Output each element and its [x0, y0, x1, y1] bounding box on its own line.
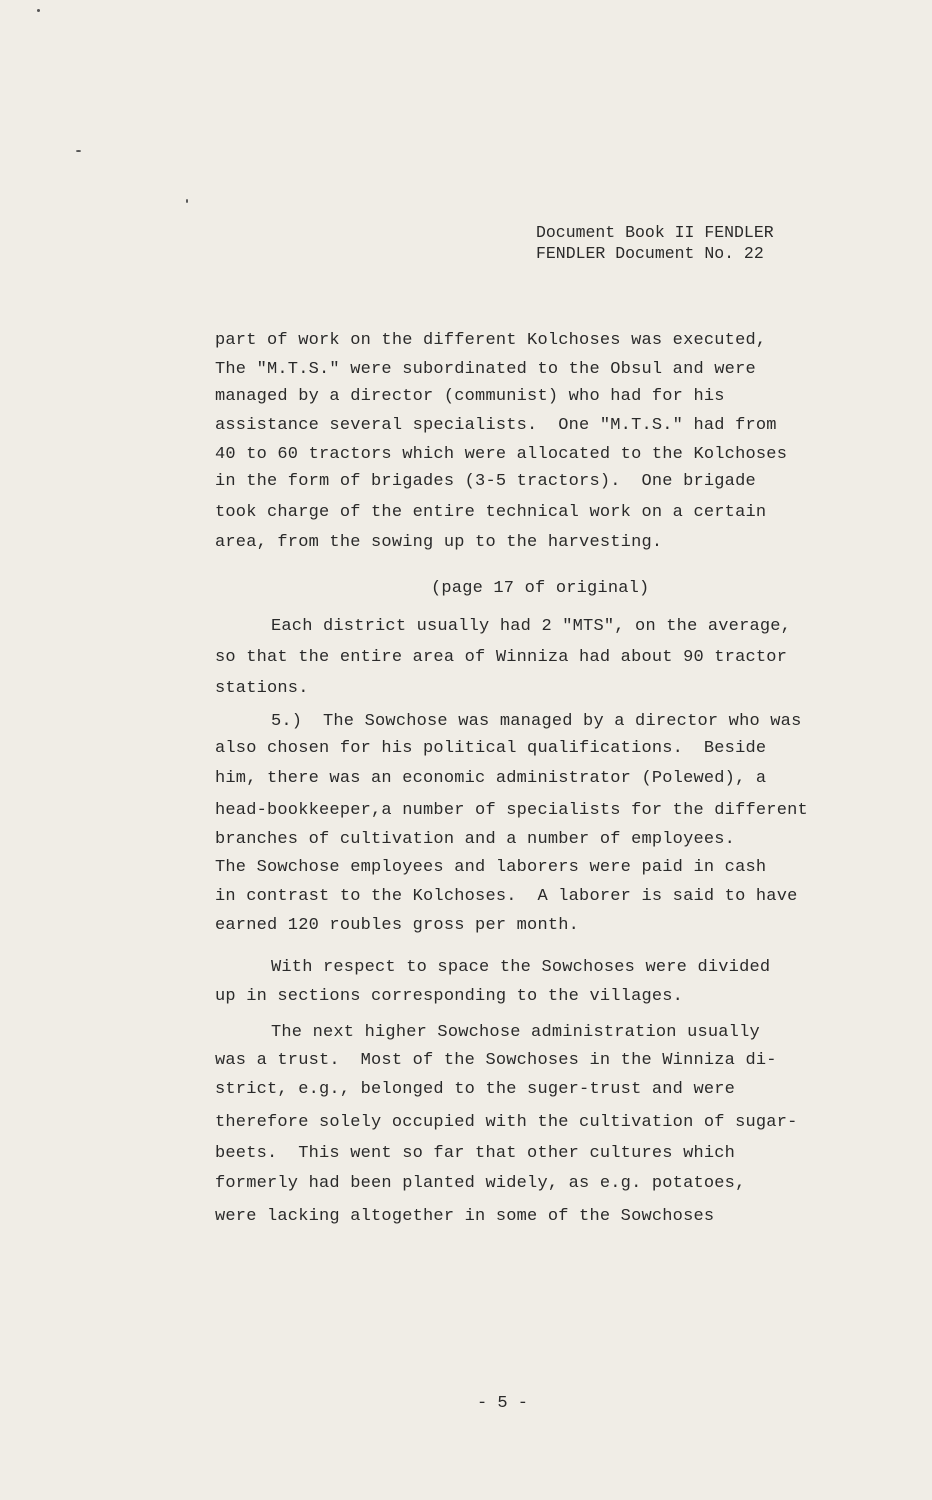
body-line: strict, e.g., belonged to the suger-trust and were	[215, 1080, 736, 1099]
body-line: Each district usually had 2 "MTS", on the average,	[271, 617, 792, 636]
body-line: assistance several specialists. One "M.T.S." had from	[215, 416, 777, 435]
body-line: beets. This went so far that other cultures which	[215, 1144, 736, 1163]
body-line: The "M.T.S." were subordinated to the Obsul and were	[215, 360, 756, 379]
body-line: so that the entire area of Winniza had about 90 tractor	[215, 648, 788, 667]
body-line: was a trust. Most of the Sowchoses in the Winniza di-	[215, 1051, 777, 1070]
body-line: also chosen for his political qualifications. Beside	[215, 739, 767, 758]
body-line: formerly had been planted widely, as e.g. potatoes,	[215, 1174, 746, 1193]
body-line: in the form of brigades (3-5 tractors). One brigade	[215, 472, 756, 491]
body-line: up in sections corresponding to the villages.	[215, 987, 684, 1006]
page-number: - 5 -	[477, 1394, 529, 1413]
body-line: 5.) The Sowchose was managed by a director who was	[271, 712, 802, 731]
document-header	[536, 222, 774, 264]
paper-speck	[186, 199, 188, 203]
body-line: stations.	[215, 679, 309, 698]
body-line: earned 120 roubles gross per month.	[215, 916, 580, 935]
body-line: him, there was an economic administrator (Polewed), a	[215, 769, 767, 788]
body-line: With respect to space the Sowchoses were divided	[271, 958, 771, 977]
body-line: took charge of the entire technical work on a certain	[215, 503, 767, 522]
body-line: area, from the sowing up to the harvesting.	[215, 533, 663, 552]
page-reference: (page 17 of original)	[431, 579, 650, 598]
body-line: 40 to 60 tractors which were allocated to the Kolchoses	[215, 445, 788, 464]
header-line-1: Document Book II FENDLER	[536, 223, 774, 242]
body-line: were lacking altogether in some of the Sowchoses	[215, 1207, 715, 1226]
body-line: head-bookkeeper,a number of specialists for the different	[215, 801, 808, 820]
body-line: The next higher Sowchose administration usually	[271, 1023, 760, 1042]
body-line: branches of cultivation and a number of employees.	[215, 830, 736, 849]
body-line: The Sowchose employees and laborers were paid in cash	[215, 858, 767, 877]
body-line: managed by a director (communist) who had for his	[215, 387, 725, 406]
body-line: part of work on the different Kolchoses was executed,	[215, 331, 767, 350]
paper-speck	[76, 150, 81, 152]
body-line: in contrast to the Kolchoses. A laborer is said to have	[215, 887, 798, 906]
body-line: therefore solely occupied with the cultivation of sugar-	[215, 1113, 798, 1132]
header-line-2: FENDLER Document No. 22	[536, 244, 764, 263]
paper-speck	[37, 9, 40, 12]
